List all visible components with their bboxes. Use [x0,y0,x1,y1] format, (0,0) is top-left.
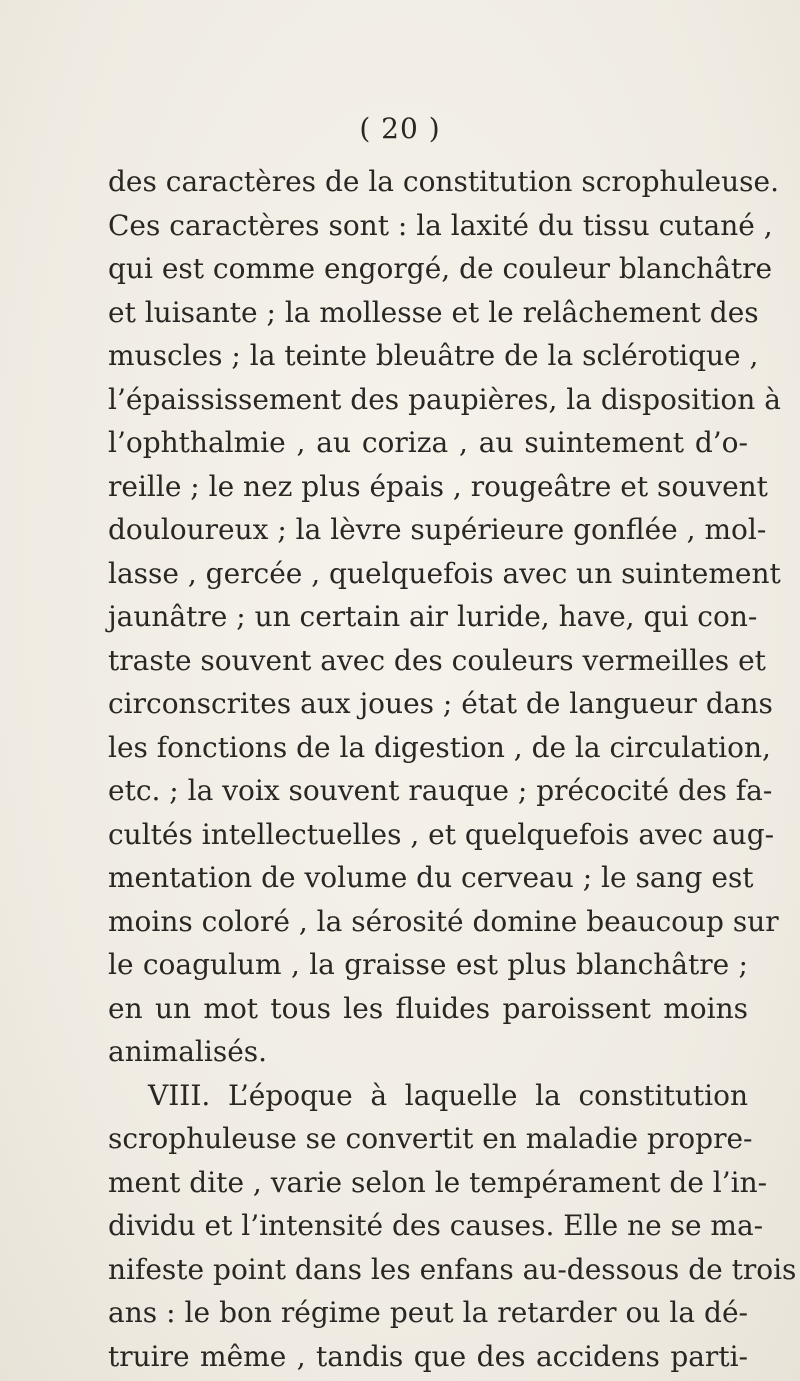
text-line: reille ; le nez plus épais , rougeâtre et souvent [108,469,768,503]
text-line: cultés intellectuelles , et quelquefois avec aug- [108,817,775,851]
text-line: les fonctions de la digestion , de la circulation, [108,730,771,764]
text-line: mentation de volume du cerveau ; le sang est [108,861,754,894]
text-line: qui est comme engorgé, de couleur blanchâtre [108,252,773,285]
text-line: nifeste point dans les enfans au-dessous de trois [108,1252,797,1286]
text-line: scrophuleuse se convertit en maladie propre- [108,1122,753,1155]
body-text [108,160,797,1378]
text-line: muscles ; la teinte bleuâtre de la sclérotique , [108,339,759,372]
text-line: le coagulum , la graisse est plus blanchâtre ; [108,948,748,981]
section-heading-line: VIII. L’époque à laquelle la constitution [148,1078,748,1112]
text-line: l’ophthalmie , au coriza , au suintement d’o- [108,426,748,459]
page-number: ( 20 ) [359,112,441,145]
text-line: Ces caractères sont : la laxité du tissu cutané , [108,208,773,242]
text-line: et luisante ; la mollesse et le relâchement des [108,295,759,329]
text-line: traste souvent avec des couleurs vermeilles et [108,643,766,677]
text-line: ment dite , varie selon le tempérament de l’in- [108,1165,768,1199]
text-line: moins coloré , la sérosité domine beaucoup sur [108,904,779,938]
text-line: en un mot tous les fluides paroissent moins [108,991,748,1025]
text-line: des caractères de la constitution scrophuleuse. [108,165,780,198]
text-line: dividu et l’intensité des causes. Elle ne se ma- [108,1209,764,1242]
text-line: l’épaississement des paupières, la disposition à [108,382,781,416]
text-line: circonscrites aux joues ; état de langueur dans [108,687,773,720]
text-line: jaunâtre ; un certain air luride, have, qui con- [108,600,758,633]
text-line: ans : le bon régime peut la retarder ou la dé- [108,1296,748,1329]
text-line: animalisés. [108,1035,268,1068]
text-line: etc. ; la voix souvent rauque ; précocité des fa- [108,774,773,807]
text-line: truire même , tandis que des accidens parti- [108,1339,748,1373]
text-line: lasse , gercée , quelquefois avec un suintement [108,556,781,590]
text-line: douloureux ; la lèvre supérieure gonflée , mol- [108,513,767,546]
